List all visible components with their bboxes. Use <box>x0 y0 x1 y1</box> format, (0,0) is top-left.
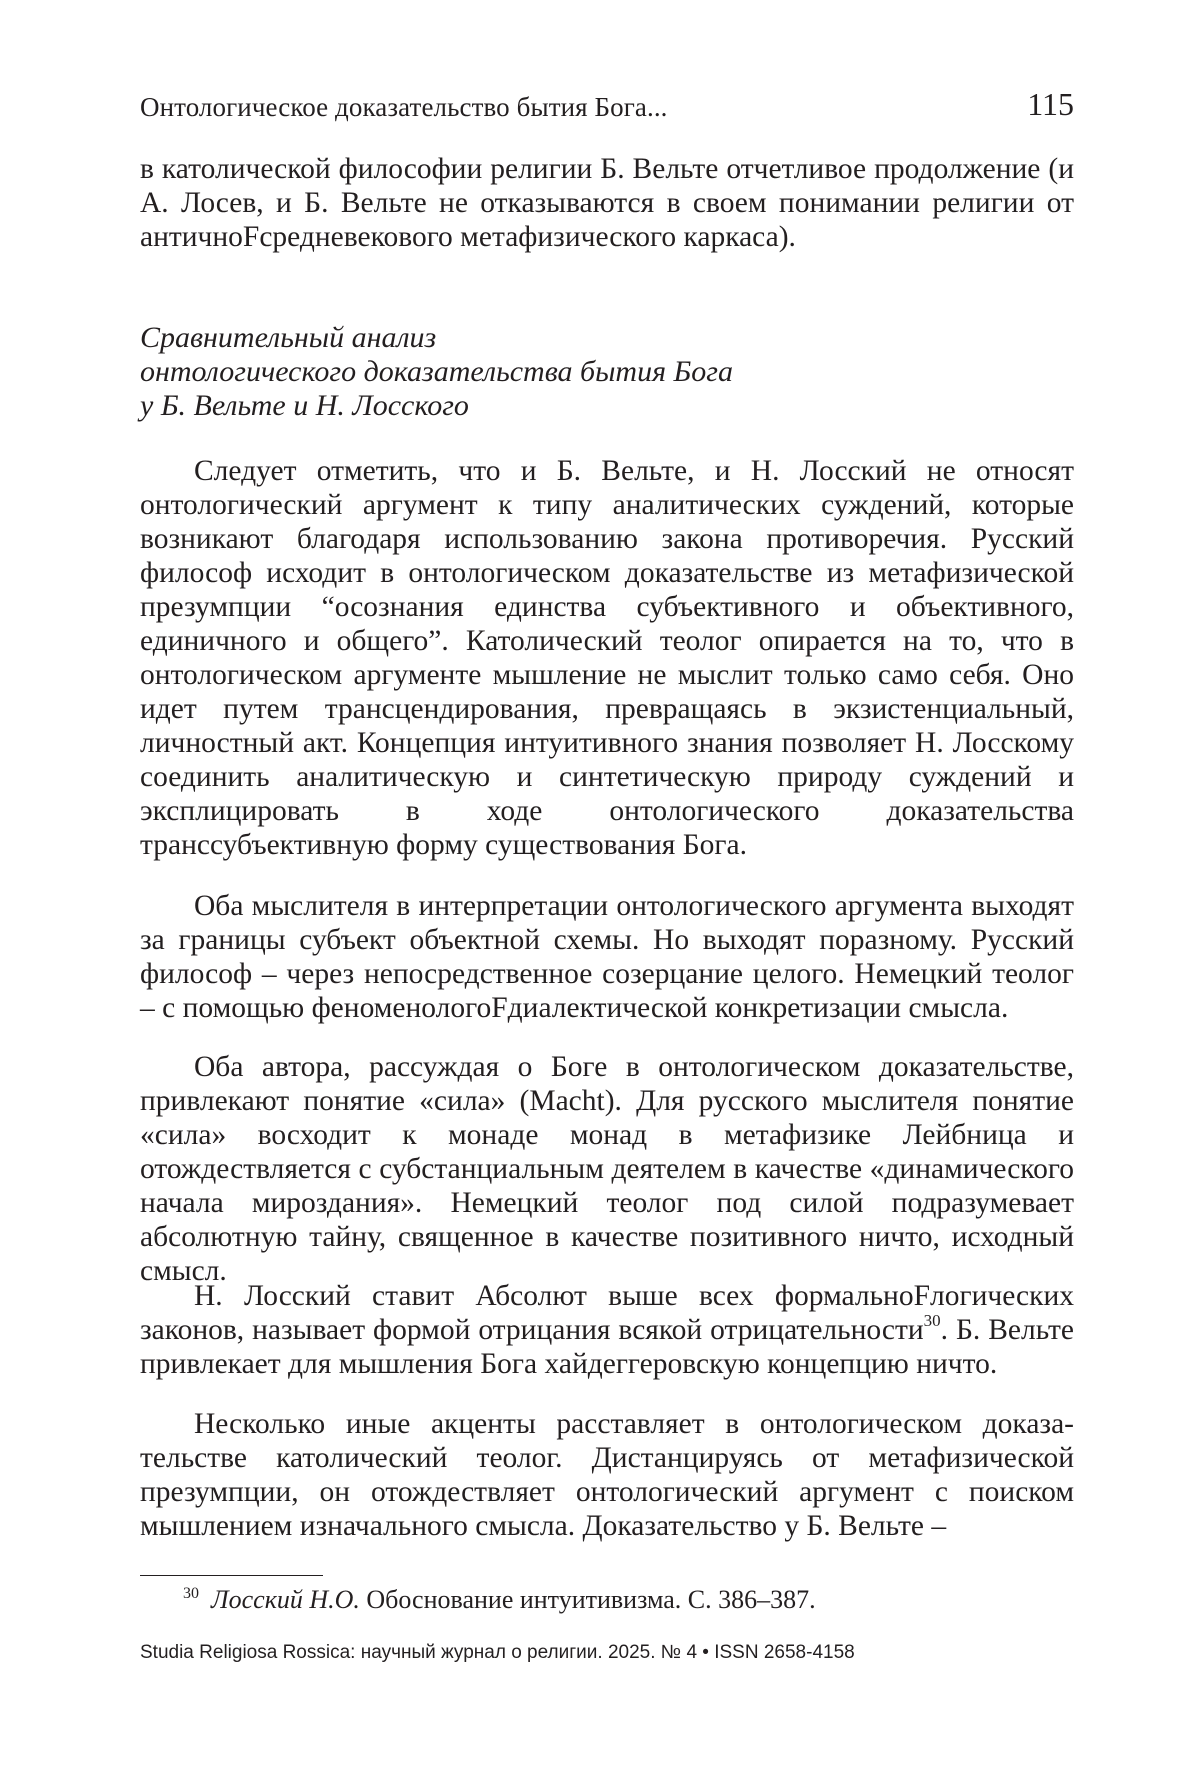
section-heading <box>140 321 1074 423</box>
body-paragraph-4-tail: . Б. Вельте привлекает для мышления Бога хайдеггеровскую концепцию ничто. <box>140 1314 1075 1380</box>
section-heading-line: онтологического доказательства бытия Бога <box>140 355 733 388</box>
footnote <box>183 1584 816 1620</box>
journal-footer: Studia Religiosa Rossica: научный журнал о религии. 2025. № 4 • ISSN 2658-4158 <box>140 1642 855 1663</box>
footnote-number: 30 <box>183 1585 199 1602</box>
body-paragraph-4 <box>140 1279 1074 1381</box>
body-paragraph-4-text: Н. Лосский ставит Абсолют выше всех формальноFлогических законов, называет формой отрицания всякой отрицательности <box>140 1280 1074 1346</box>
section-heading-line: Сравнительный анализ <box>140 321 437 354</box>
body-paragraph-5: Несколько иные акценты расставляет в онтологическом доказательстве католический теолог. Дистанцируясь от метафизической презумпции, он отождествляет онтологический аргумент с поиском мышлением изначального смысла. Доказательство у Б. Вельте – <box>140 1408 1074 1542</box>
body-paragraph-2: Оба мыслителя в интерпретации онтологического аргумента выходят за границы субъект объектной схемы. Но выходят поразному. Русский философ – через непосредственное созерцание целого. Немецкий теолог – с помощью феноменологоFдиалектической конкретизации смысла. <box>140 890 1074 1024</box>
running-head <box>140 86 1074 126</box>
journal-page <box>140 0 1074 1780</box>
footnote-marker[interactable]: 30 <box>923 1311 941 1331</box>
running-title: Онтологическое доказательство бытия Бога... <box>140 92 668 122</box>
carryover-paragraph: в католической философии религии Б. Вельте отчетливое продолжение (и А. Лосев, и Б. Вельте не отказываются в своем понимании религии от античноFсредневекового метафизического каркаса). <box>140 153 1074 253</box>
footnote-divider <box>140 1575 323 1576</box>
page-number: 115 <box>1027 86 1074 122</box>
body-paragraph-3: Оба автора, рассуждая о Боге в онтологическом доказательстве, привлекают понятие «сила» (Macht). Для русского мыслителя понятие «сила» восходит к монаде монад в метафизике Лейбница и отождествляется с субстанциальным деятелем в качестве «динамического начала мироздания». Немецкий теолог под силой подразумевает абсолютную тайну, священное в качестве позитивного ничто, исходный смысл. <box>140 1051 1074 1287</box>
footnote-text: Обоснование интуитивизма. С. 386–387. <box>359 1585 816 1614</box>
body-paragraph-1: Следует отметить, что и Б. Вельте, и Н. Лосский не относят онтологический аргумент к типу аналитических суждений, которые возникают благодаря использованию закона противоречия. Русский философ исходит в онтологическом доказательстве из метафизической презумпции “осознания единства субъективного и объективного, единичного и общего”. Католический теолог опирается на то, что в онтологическом аргументе мышление не мыслит только само себя. Оно идет путем трансцендирования, превращаясь в экзистенциальный, личностный акт. Концепция интуитивного знания позволяет Н. Лосскому соединить аналитическую и синтетическую природу суждений и эксплицировать в ходе онтологического доказательства транссубъективную форму существования Бога. <box>140 455 1074 861</box>
section-heading-line: у Б. Вельте и Н. Лосского <box>140 389 469 422</box>
footnote-author: Лосский Н.О. <box>211 1585 360 1614</box>
